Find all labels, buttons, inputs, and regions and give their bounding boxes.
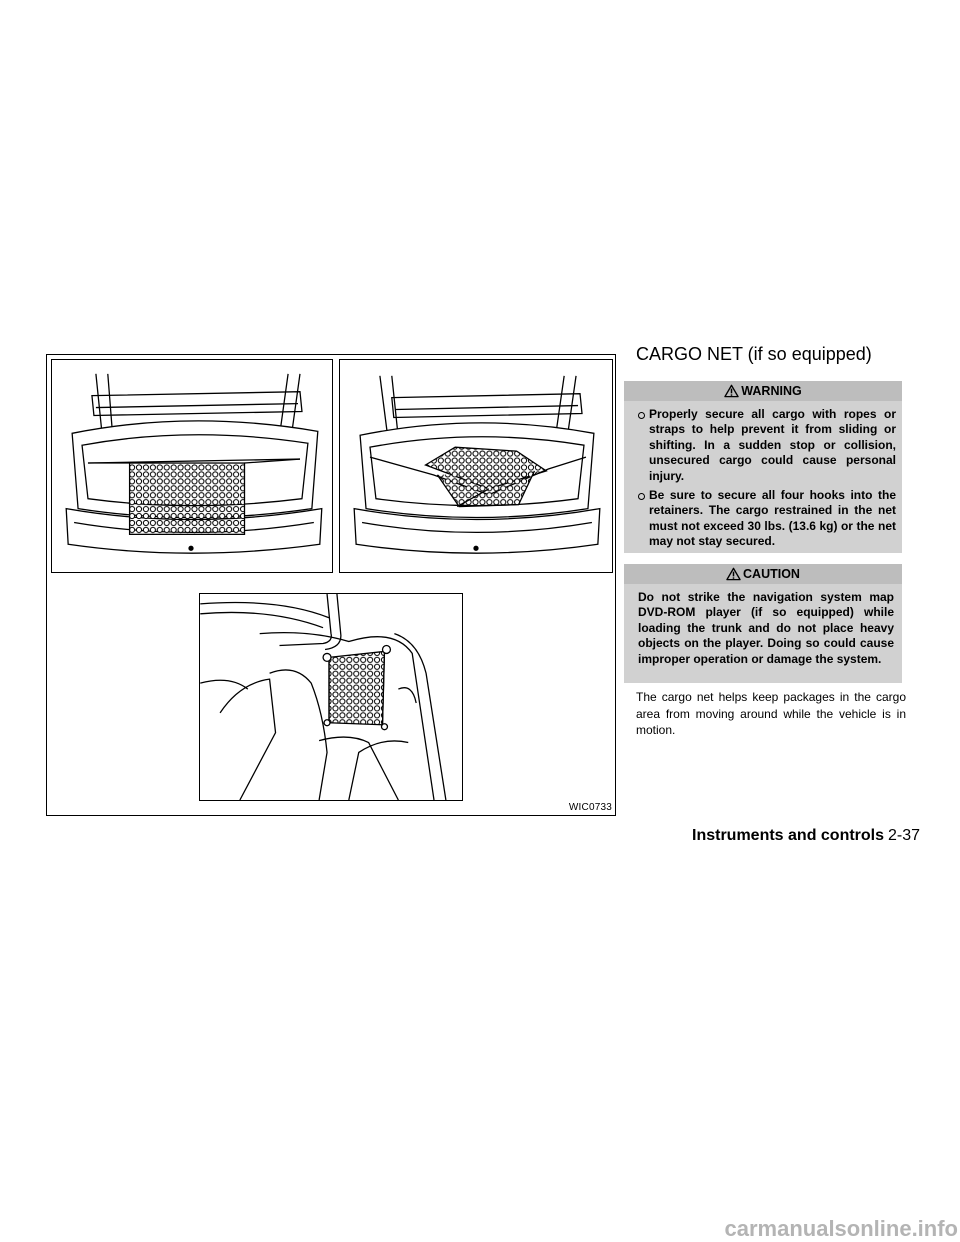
warning-triangle-icon [724,384,739,398]
caution-box [624,564,902,683]
footer-section: Instruments and controls [692,827,885,844]
watermark: carmanualsonline.info [724,1216,958,1241]
cargo-net-figure [46,354,616,816]
trunk-illustration-floor-net [339,359,613,573]
trunk-illustration-vertical-net [51,359,333,573]
body-paragraph: The cargo net helps keep packages in the cargo area from moving around while the vehicle is in motion. [636,690,906,738]
warning-item: Be sure to secure all four hooks into the retainers. The cargo restrained in the net must not exceed 30 lbs. (13.6 kg) or the net may not stay secured. [638,488,896,550]
page-footer [692,827,920,845]
figure-id: WIC0733 [568,802,612,813]
caution-header [624,564,902,584]
section-title: CARGO NET (if so equipped) [636,344,872,364]
caution-label: CAUTION [743,567,800,581]
warning-label: WARNING [741,384,802,398]
warning-list [624,401,902,550]
warning-triangle-icon [726,567,741,581]
caution-text: Do not strike the navigation system map DVD-ROM player (if so equipped) while loading the trunk and do not place heavy objects on the player. Doing so could cause improper operation or damage the system. [638,590,894,666]
warning-header [624,381,902,401]
page-number: 2-37 [888,827,921,844]
warning-box [624,381,902,553]
warning-item: Properly secure all cargo with ropes or straps to help prevent it from sliding or shifting. In a sudden stop or collision, unsecured cargo could cause personal injury. [638,407,896,484]
trunk-illustration-side-net [199,593,463,801]
